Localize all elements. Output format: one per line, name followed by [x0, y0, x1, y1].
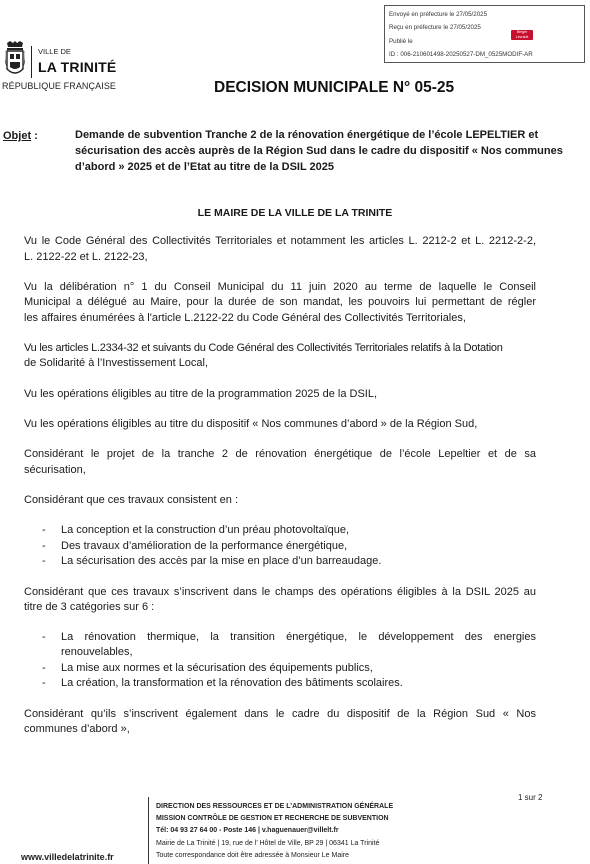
list-dash: - — [42, 555, 46, 567]
list-item: Des travaux d’amélioration de la performance énergétique, — [61, 540, 348, 552]
list-item-continuation: renouvelables, — [61, 646, 133, 658]
stamp-received-date: Reçu en préfecture le 27/05/2025 — [389, 24, 481, 31]
coat-of-arms-icon — [5, 41, 25, 81]
objet-label — [3, 130, 38, 142]
list-dash: - — [42, 524, 46, 536]
list-item: La mise aux normes et la sécurisation des équipements publics, — [61, 662, 373, 674]
list-item: La rénovation thermique, la transition énergétique, le développement des energies — [61, 631, 536, 643]
paragraph-line: Vu les articles L.2334-32 et suivants du Code Général des Collectivités Territoriales relatifs à la Dotation — [24, 342, 503, 354]
maire-heading: LE MAIRE DE LA VILLE DE LA TRINITE — [197, 207, 393, 219]
paragraph-line: Vu les opérations éligibles au titre du dispositif « Nos communes d’abord » de la Région Sud, — [24, 418, 478, 430]
stamp-sent-date: Envoyé en préfecture le 27/05/2025 — [389, 11, 488, 18]
list-dash: - — [42, 662, 46, 674]
berger-levrault-logo: Berger Levrault — [511, 30, 533, 40]
paragraph-line: communes d’abord », — [24, 723, 130, 735]
page-number: 1 sur 2 — [518, 793, 543, 802]
list-dash: - — [42, 631, 46, 643]
footer-mission: MISSION CONTRÔLE DE GESTION ET RECHERCHE DE SUBVENTION — [156, 815, 389, 822]
footer-address: Mairie de La Trinité | 19, rue de l’ Hôtel de Ville, BP 29 | 06341 La Trinité — [156, 840, 380, 847]
list-dash: - — [42, 540, 46, 552]
objet-line: sécurisation des accès auprès de la Région Sud dans le cadre du dispositif « Nos communes — [75, 145, 563, 157]
list-item: La sécurisation des accès par la mise en place d’un barreaudage. — [61, 555, 382, 567]
stamp-published: Publié le — [389, 38, 413, 45]
footer-contact: Tél: 04 93 27 64 00 - Poste 146 | v.haguenauer@villelt.fr — [156, 827, 339, 834]
objet-line: Demande de subvention Tranche 2 de la rénovation énergétique de l’école LEPELTIER et — [75, 129, 539, 141]
paragraph-line: Considérant le projet de la tranche 2 de rénovation énergétique de l’école Lepeltier et de sa — [24, 448, 536, 460]
republique-label: RÉPUBLIQUE FRANÇAISE — [2, 81, 117, 91]
paragraph-line: Vu les opérations éligibles au titre de la programmation 2025 de la DSIL, — [24, 388, 378, 400]
paragraph-line: Considérant que ces travaux consistent en : — [24, 494, 239, 506]
footer-correspondence: Toute correspondance doit être adressée à Monsieur Le Maire — [156, 852, 349, 859]
list-item: La création, la transformation et la rénovation des bâtiments scolaires. — [61, 677, 403, 689]
paragraph-line: sécurisation, — [24, 464, 86, 476]
paragraph-line: titre de 3 catégories sur 6 : — [24, 601, 155, 613]
paragraph-line: L. 2122-22 et L. 2122-23, — [24, 251, 148, 263]
website-link[interactable]: www.villedelatrinite.fr — [21, 852, 114, 862]
objet-colon: : — [31, 130, 38, 142]
city-name: LA TRINITÉ — [38, 59, 117, 75]
stamp-id: ID : 006-210601498-20250527-DM_0525MODIF-AR — [389, 51, 533, 58]
objet-word: Objet — [3, 130, 32, 142]
list-dash: - — [42, 677, 46, 689]
list-item: La conception et la construction d’un préau photovoltaïque, — [61, 524, 350, 536]
paragraph-line: Municipal a délégué au Maire, pour la durée de son mandat, les pouvoirs lui permettant de régler — [24, 296, 536, 308]
paragraph-line: de Solidarité à l’Investissement Local, — [24, 357, 209, 369]
paragraph-line: Vu le Code Général des Collectivités Territoriales et notamment les articles L. 2212-2 et L. 2212-2-2, — [24, 235, 536, 247]
paragraph-line: les affaires énumérées à l'article L.2122-22 du Code Général des Collectivités Territoriales, — [24, 312, 466, 324]
ville-de-label: VILLE DE — [38, 47, 71, 56]
footer-direction: DIRECTION DES RESSOURCES ET DE L’ADMINISTRATION GÉNÉRALE — [156, 803, 394, 810]
footer-separator — [148, 797, 149, 864]
paragraph-line: Considérant qu’ils s’inscrivent également dans le cadre du dispositif de la Région Sud « Nos — [24, 708, 536, 720]
objet-line: d’abord » 2025 et de l’Etat au titre de la DSIL 2025 — [75, 161, 335, 173]
document-title: DECISION MUNICIPALE N° 05-25 — [214, 79, 455, 96]
prefecture-stamp — [384, 5, 585, 63]
header-separator — [31, 46, 32, 78]
paragraph-line: Considérant que ces travaux s’inscrivent dans le champs des opérations éligibles à la DSIL 2025 au — [24, 586, 536, 598]
paragraph-line: Vu la délibération n° 1 du Conseil Municipal du 11 juin 2020 au terme de laquelle le Conseil — [24, 281, 536, 293]
